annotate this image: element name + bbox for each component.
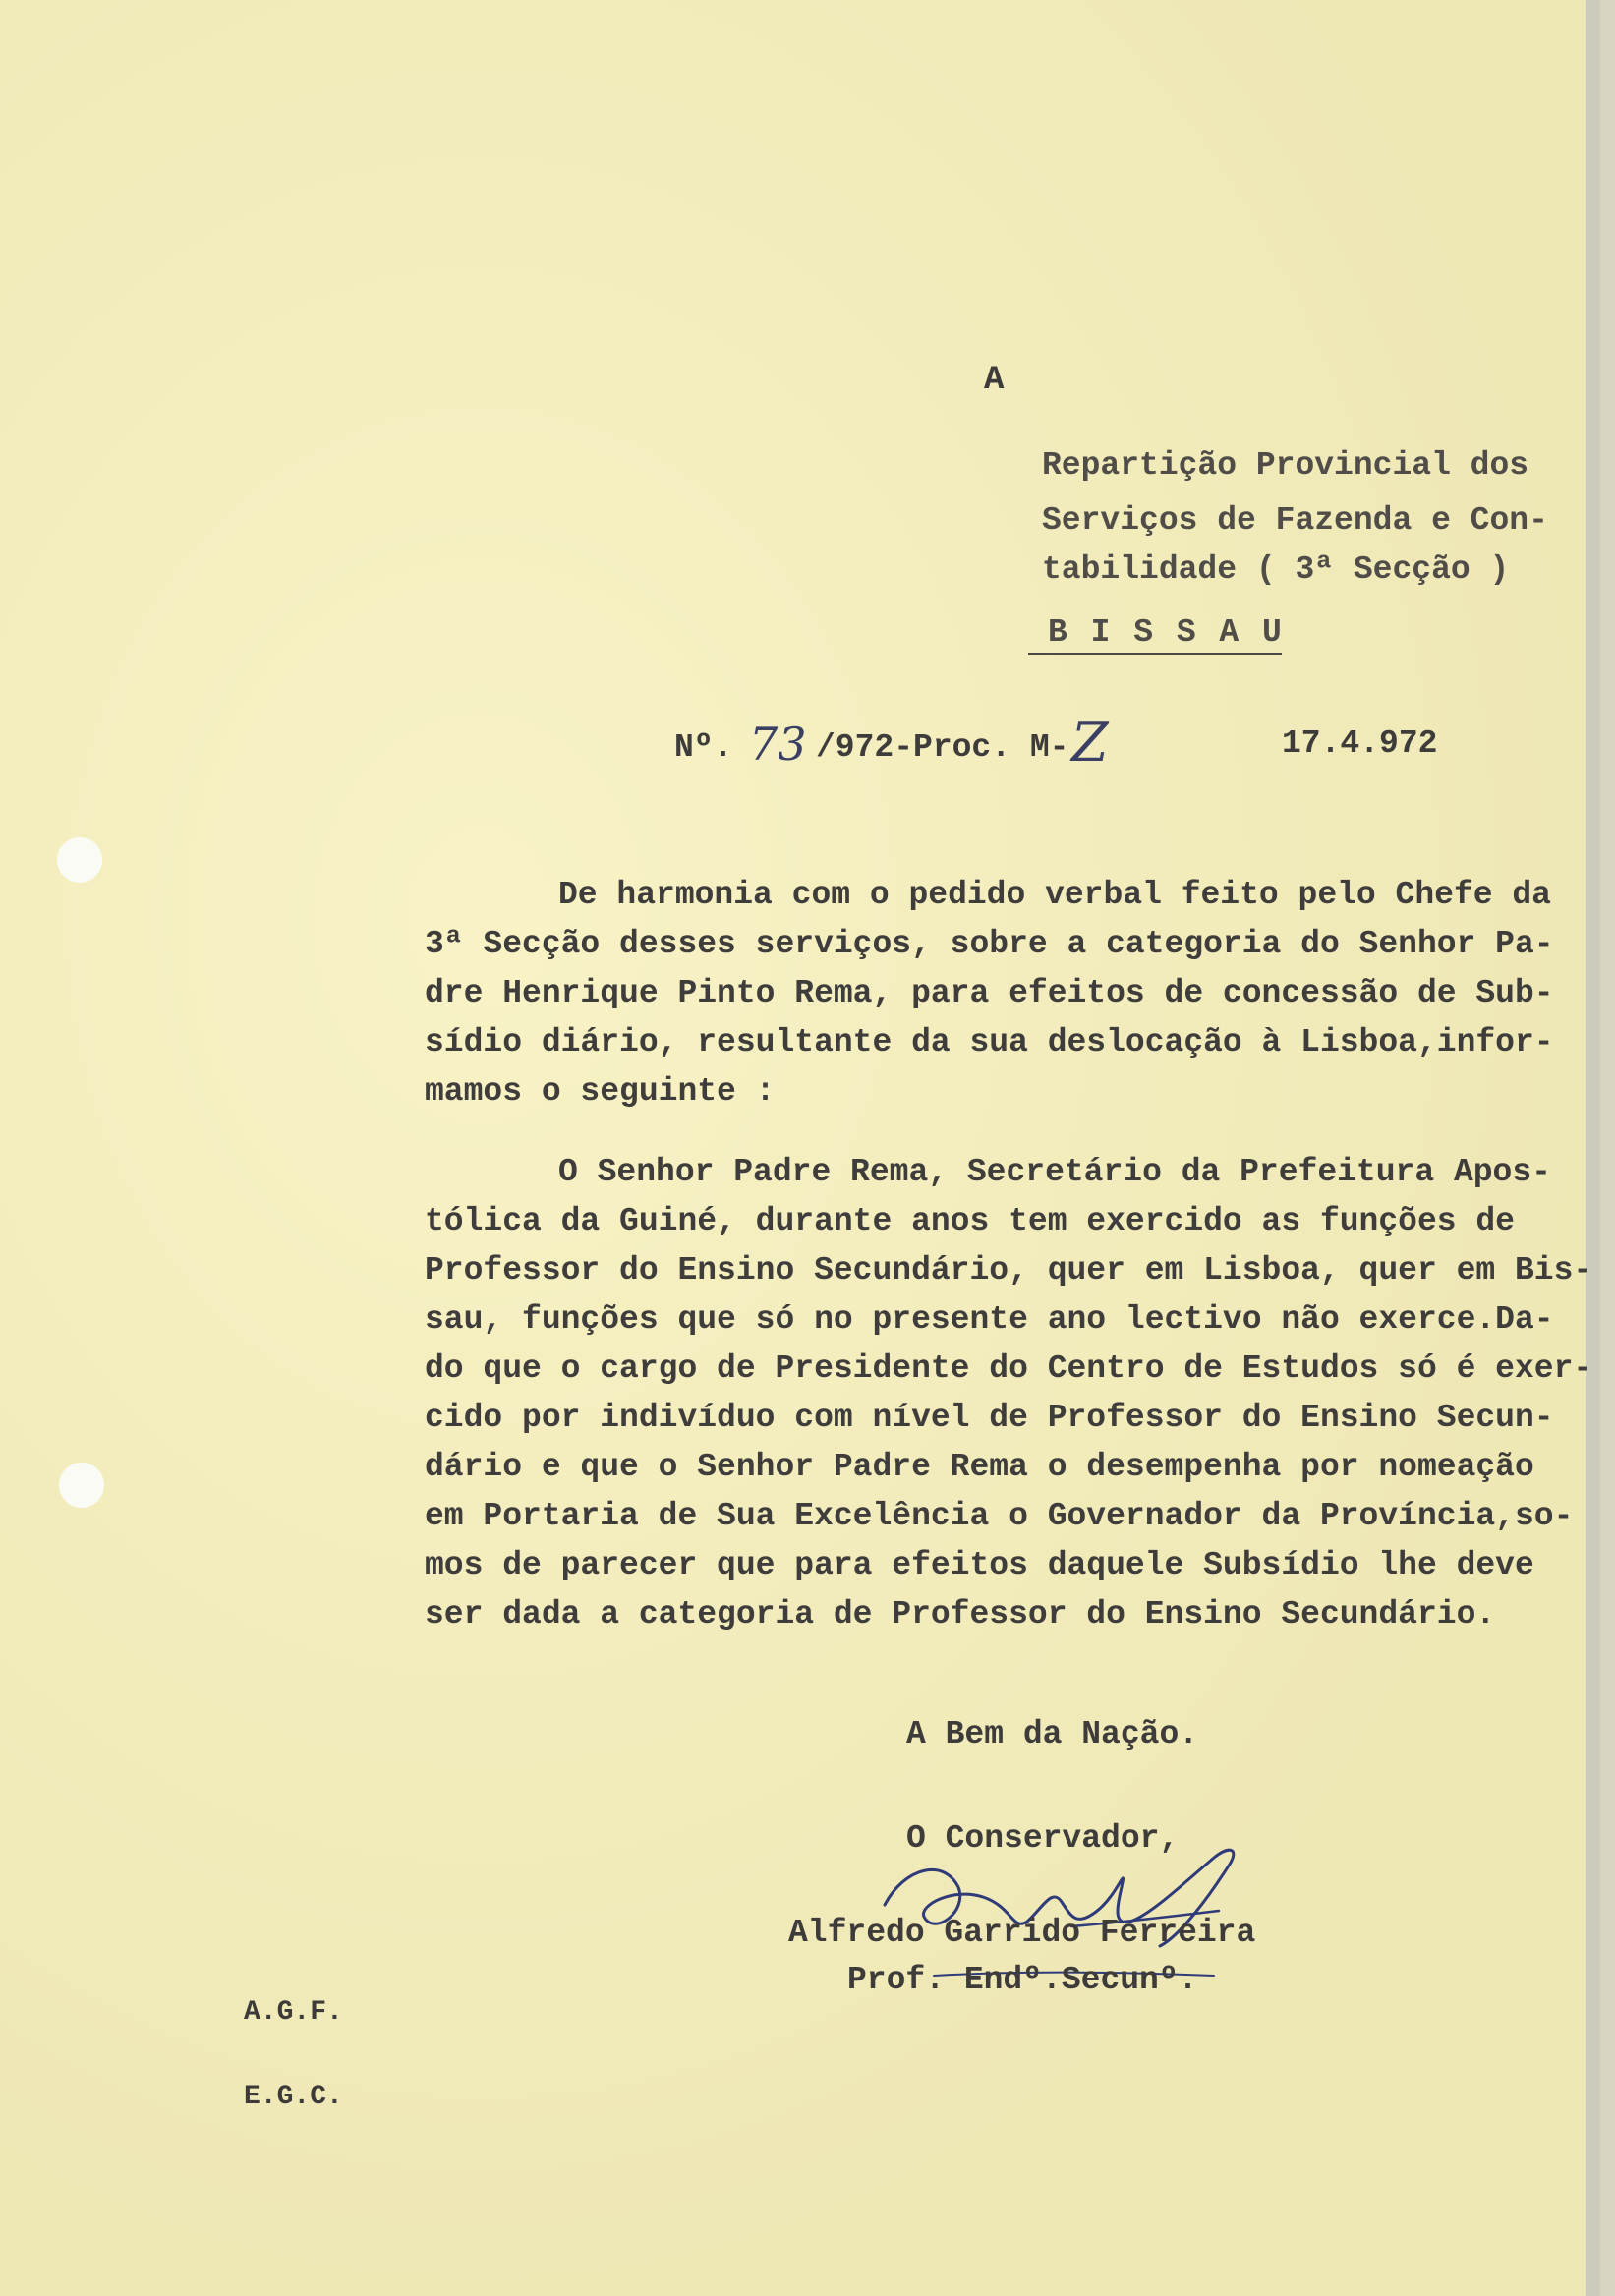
paragraph-1-line: mamos o seguinte : xyxy=(425,1073,776,1110)
paragraph-2-line: do que o cargo de Presidente do Centro de Estudos só é exer- xyxy=(425,1350,1593,1387)
signer-name: Alfredo Garrido Ferreira xyxy=(788,1915,1256,1951)
paragraph-1-line: sídio diário, resultante da sua deslocação à Lisboa,infor- xyxy=(425,1024,1554,1061)
letter-date: 17.4.972 xyxy=(1282,725,1438,762)
recipient-city: B I S S A U xyxy=(1048,614,1284,651)
signer-role: Prof. Endº.Secunº. xyxy=(847,1962,1198,1998)
closing-formula: A Bem da Nação. xyxy=(906,1716,1199,1752)
initials-1: A.G.F. xyxy=(244,1997,343,2028)
initials-2: E.G.C. xyxy=(244,2082,343,2112)
recipient-line-2: Serviços de Fazenda e Con- xyxy=(1042,502,1548,539)
recipient-line-3: tabilidade ( 3ª Secção ) xyxy=(1042,551,1510,588)
paragraph-2-line: tólica da Guiné, durante anos tem exercido as funções de xyxy=(425,1203,1515,1239)
paragraph-2-line: mos de parecer que para efeitos daquele Subsídio lhe deve xyxy=(425,1547,1534,1583)
paragraph-2-line: em Portaria de Sua Excelência o Governador da Província,so- xyxy=(425,1498,1574,1534)
paragraph-1 xyxy=(425,871,1604,1117)
reference-process: /972-Proc. M- xyxy=(816,729,1069,766)
reference-suffix-handwritten: Z xyxy=(1071,712,1109,774)
paragraph-1-line: dre Henrique Pinto Rema, para efeitos de concessão de Sub- xyxy=(425,975,1554,1011)
paragraph-2-line: dário e que o Senhor Padre Rema o desempenha por nomeação xyxy=(425,1449,1534,1485)
paragraph-2-line: O Senhor Padre Rema, Secretário da Prefeitura Apos- xyxy=(558,1154,1551,1190)
reference-number-handwritten: 73 xyxy=(749,718,807,771)
paragraph-1-line: De harmonia com o pedido verbal feito pelo Chefe da xyxy=(558,877,1551,913)
paragraph-2 xyxy=(425,1148,1604,1639)
paragraph-2-line: Professor do Ensino Secundário, quer em Lisboa, quer em Bis- xyxy=(425,1252,1593,1289)
paragraph-1-line: 3ª Secção desses serviços, sobre a categoria do Senhor Pa- xyxy=(425,926,1554,962)
paragraph-2-line: ser dada a categoria de Professor do Ensino Secundário. xyxy=(425,1596,1496,1633)
punch-hole-bottom xyxy=(59,1463,104,1508)
city-underline xyxy=(1028,653,1282,655)
paragraph-2-line: sau, funções que só no presente ano lectivo não exerce.Da- xyxy=(425,1301,1554,1338)
paragraph-2-line: cido por indivíduo com nível de Professor do Ensino Secun- xyxy=(425,1400,1554,1436)
reference-prefix: Nº. xyxy=(674,729,733,766)
salutation: A xyxy=(984,362,1005,399)
punch-hole-top xyxy=(57,837,102,883)
signer-title: O Conservador, xyxy=(906,1820,1180,1857)
recipient-line-1: Repartição Provincial dos xyxy=(1042,447,1529,484)
